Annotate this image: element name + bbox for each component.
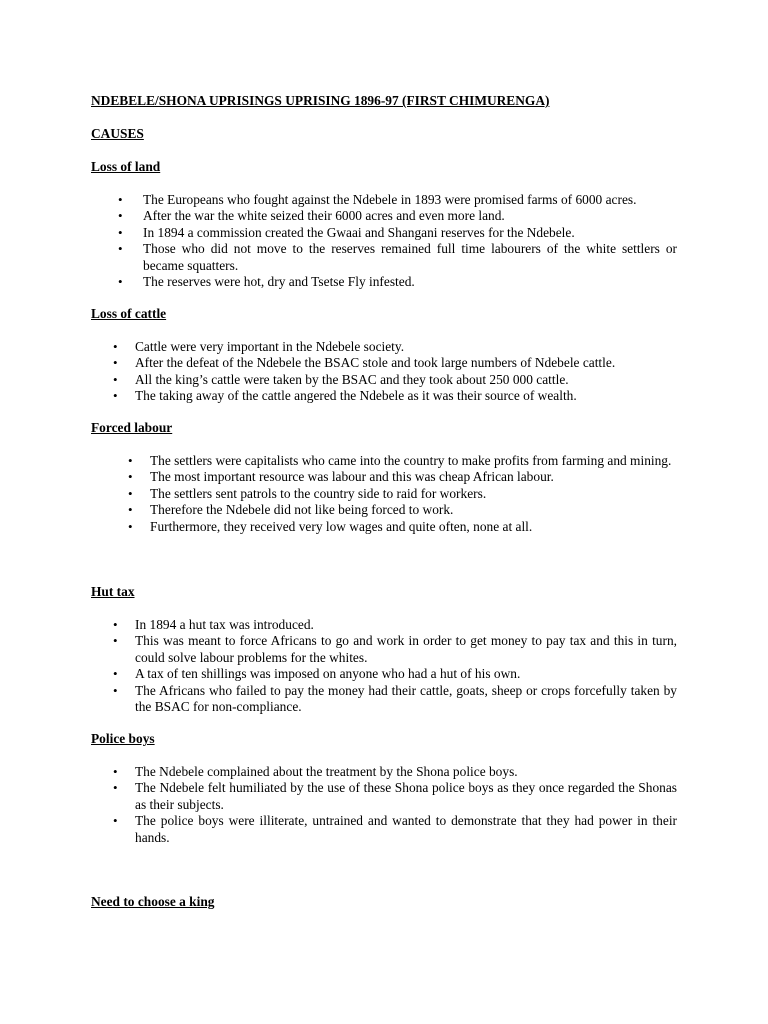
section-hut-tax — [91, 584, 677, 715]
bullet-icon: • — [113, 666, 118, 682]
bullet-icon: • — [113, 371, 118, 387]
list-item: • All the king’s cattle were taken by the BSAC and they took about 250 000 cattle. — [113, 371, 569, 387]
list-item: • The settlers were capitalists who came into the country to make profits from farming and mining. — [128, 453, 672, 468]
document-page — [91, 93, 677, 143]
list-item: • The taking away of the cattle angered the Ndebele as it was their source of wealth. — [113, 388, 577, 404]
list-item: • A tax of ten shillings was imposed on anyone who had a hut of his own. — [113, 666, 521, 682]
section-heading: Need to choose a king — [91, 894, 215, 909]
bullet-icon: • — [113, 682, 118, 698]
bullet-icon: • — [118, 208, 123, 224]
bullet-list — [91, 339, 677, 405]
bullet-icon: • — [128, 518, 133, 534]
bullet-icon: • — [128, 502, 133, 518]
bullet-list — [91, 453, 677, 535]
list-item: • The Europeans who fought against the Ndebele in 1893 were promised farms of 6000 acres. — [118, 192, 637, 207]
section-heading: Police boys — [91, 731, 155, 746]
list-item: • In 1894 a commission created the Gwaai and Shangani reserves for the Ndebele. — [118, 224, 575, 240]
section-loss-of-cattle — [91, 306, 677, 405]
section-heading: Loss of land — [91, 159, 161, 174]
bullet-icon: • — [118, 274, 123, 290]
list-item: • The most important resource was labour and this was cheap African labour. — [128, 469, 554, 485]
list-item: • The Ndebele complained about the treatment by the Shona police boys. — [113, 764, 518, 779]
list-item: • Those who did not move to the reserves remained full time labourers of the white settlers or became squatters. — [118, 241, 677, 273]
bullet-icon: • — [118, 192, 123, 207]
section-heading: Loss of cattle — [91, 306, 167, 321]
list-item: • The police boys were illiterate, untrained and wanted to demonstrate that they had power in their hands. — [113, 813, 677, 845]
section-police-boys — [91, 731, 677, 846]
list-item: • The Africans who failed to pay the money had their cattle, goats, sheep or crops forcefully taken by the BSAC for non-compliance. — [113, 682, 677, 715]
list-item: • The reserves were hot, dry and Tsetse Fly infested. — [118, 274, 415, 290]
section-need-to-choose-a-king — [91, 894, 677, 911]
list-item: • The Ndebele felt humiliated by the use of these Shona police boys as they once regarded the Shonas as their subjects. — [113, 780, 677, 812]
list-item: • Therefore the Ndebele did not like being forced to work. — [128, 502, 454, 518]
document-title: NDEBELE/SHONA UPRISINGS UPRISING 1896-97 (FIRST CHIMURENGA) — [91, 93, 550, 108]
bullet-icon: • — [113, 388, 118, 404]
bullet-icon: • — [118, 224, 123, 240]
bullet-icon: • — [113, 617, 118, 632]
bullet-list — [91, 617, 677, 715]
bullet-icon: • — [113, 780, 118, 796]
list-item: • Furthermore, they received very low wages and quite often, none at all. — [128, 518, 533, 534]
bullet-icon: • — [128, 453, 133, 468]
bullet-list — [91, 764, 677, 846]
section-heading: Forced labour — [91, 420, 173, 435]
list-item: • This was meant to force Africans to go and work in order to get money to pay tax and this in turn, could solve labour problems for the whites. — [113, 633, 677, 665]
list-item: • In 1894 a hut tax was introduced. — [113, 617, 314, 632]
list-item: • After the war the white seized their 6000 acres and even more land. — [118, 208, 505, 224]
bullet-icon: • — [113, 355, 118, 371]
bullet-icon: • — [113, 633, 118, 649]
causes-heading: CAUSES — [91, 126, 144, 141]
bullet-icon: • — [128, 469, 133, 485]
list-item: • After the defeat of the Ndebele the BSAC stole and took large numbers of Ndebele cattle. — [113, 355, 616, 371]
bullet-list — [91, 192, 677, 290]
bullet-icon: • — [128, 485, 133, 501]
bullet-icon: • — [118, 241, 123, 257]
bullet-icon: • — [113, 339, 118, 354]
bullet-icon: • — [113, 764, 118, 779]
section-heading: Hut tax — [91, 584, 135, 599]
section-loss-of-land — [91, 159, 677, 290]
list-item: • Cattle were very important in the Ndebele society. — [113, 339, 405, 354]
bullet-icon: • — [113, 813, 118, 829]
list-item: • The settlers sent patrols to the country side to raid for workers. — [128, 485, 487, 501]
section-forced-labour — [91, 420, 677, 535]
